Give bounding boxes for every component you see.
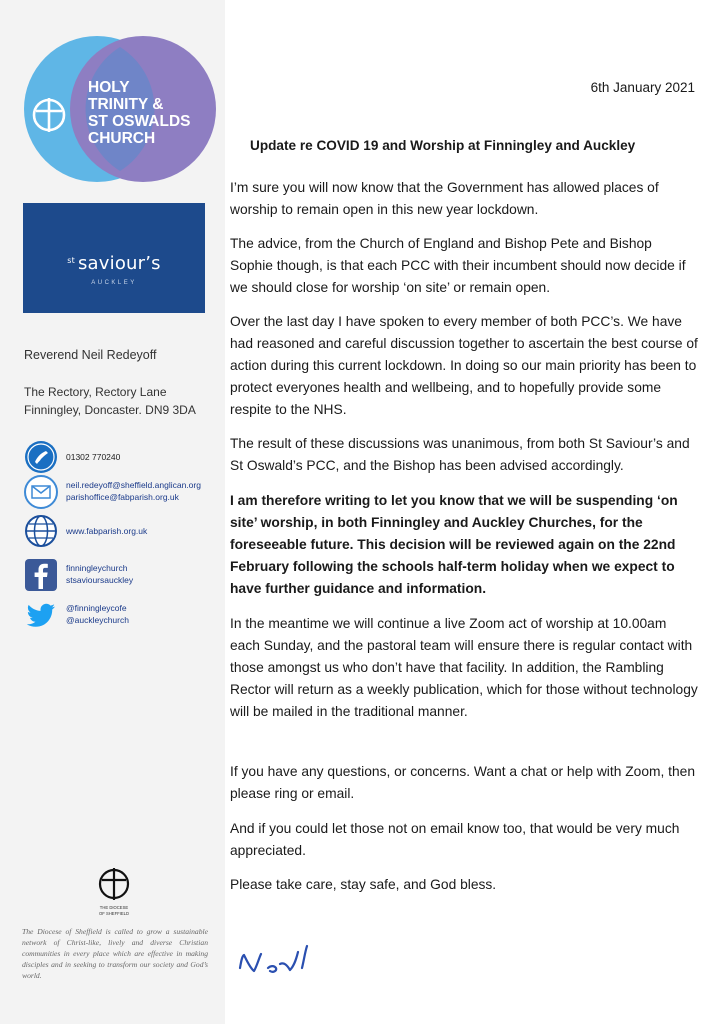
contact-facebook (24, 558, 224, 594)
facebook-link-finningley[interactable]: finningleychurch (66, 563, 128, 573)
address (24, 383, 196, 419)
phone-icon (24, 440, 58, 474)
st-saviours-name: $^{st}$ saviour’s (67, 253, 161, 274)
globe-icon (24, 514, 58, 548)
diocese-label-2: OF SHEFFIELD (98, 911, 130, 916)
paragraph-3: Over the last day I have spoken to every member of both PCC’s. We have had reasoned and careful discussion together to ascertain the best course of action during this current lockdown. In doing so our main priority has been to protect everyones health and wellbeing, and to hopefully provide some respite to the NHS. (230, 314, 698, 417)
diocese-logo (92, 866, 136, 918)
paragraph-6: In the meantime we will continue a live Zoom act of worship at 10.00am each Sunday, and the pastoral team will ensure there is regular contact with those amongst us who don’t have that facility. In addition, the Rambling Rector will return as a weekly publication, which for those without technology will be mailed in the traditional manner. (230, 616, 698, 719)
paragraph-9: Please take care, stay safe, and God bless. (230, 877, 497, 892)
paragraph-5-announcement: I am therefore writing to let you know that we will be suspending ‘on site’ worship, in both Finningley and Auckley Churches, for the foreseeable future. This decision will be reviewed again on the 22nd February following the schools half-term holiday when we expect to have further guidance and information. (230, 493, 678, 596)
st-saviours-logo (23, 203, 205, 313)
paragraph-8: And if you could let those not on email know too, that would be very much appreciated. (230, 821, 680, 858)
church-logo (22, 34, 218, 184)
paragraph-4: The result of these discussions was unanimous, from both St Saviour’s and St Oswald’s PCC, and the Bishop has been advised accordingly. (230, 436, 690, 473)
logo-line-3: ST OSWALDS (88, 113, 191, 130)
contact-phone (24, 440, 224, 476)
st-saviours-subtitle: AUCKLEY (91, 280, 137, 286)
logo-line-4: CHURCH (88, 130, 156, 147)
sidebar (0, 0, 225, 1024)
twitter-icon (24, 598, 58, 632)
address-line-1: The Rectory, Rectory Lane (24, 385, 167, 399)
address-line-2: Finningley, Doncaster. DN9 3DA (24, 403, 196, 417)
twitter-list (66, 602, 129, 626)
website-link[interactable]: www.fabparish.org.uk (66, 526, 148, 536)
twitter-link-auckley[interactable]: @auckleychurch (66, 615, 129, 625)
contact-website (24, 514, 224, 550)
paragraph-1: I’m sure you will now know that the Government has allowed places of worship to remain open in this new year lockdown. (230, 180, 659, 217)
facebook-icon (24, 558, 58, 592)
twitter-link-finningley[interactable]: @finningleycofe (66, 603, 127, 613)
facebook-list (66, 562, 133, 586)
email-link-parish-office[interactable]: parishoffice@fabparish.org.uk (66, 492, 179, 502)
paragraph-2: The advice, from the Church of England and Bishop Pete and Bishop Sophie though, is that each PCC with their incumbent should now decide if we should close for worship ‘on site’ or remain open. (230, 236, 686, 295)
diocese-cross-icon (100, 868, 128, 900)
signature (232, 938, 342, 988)
phone-number[interactable]: 01302 770240 (66, 452, 121, 462)
logo-line-2: TRINITY & (88, 96, 164, 113)
email-list (66, 479, 201, 503)
reverend-name: Reverend Neil Redeyoff (24, 348, 157, 362)
email-link-rector[interactable]: neil.redeyoff@sheffield.anglican.org (66, 480, 201, 490)
contact-email (24, 475, 224, 511)
letter-date: 6th January 2021 (590, 80, 695, 95)
contact-twitter (24, 598, 224, 634)
paragraph-7: If you have any questions, or concerns. Want a chat or help with Zoom, then please ring or email. (230, 764, 695, 801)
letter-heading: Update re COVID 19 and Worship at Finningley and Auckley (250, 138, 636, 153)
facebook-link-auckley[interactable]: stsavioursauckley (66, 575, 134, 585)
diocese-mission-statement: The Diocese of Sheffield is called to grow a sustainable network of Christ-like, lively and diverse Christian communities in every place which are effective in making disciples and in seeking to transform our society and God’s world. (22, 927, 208, 980)
email-icon (24, 475, 58, 509)
logo-line-1: HOLY (88, 79, 130, 96)
diocese-label-1: THE DIOCESE (99, 905, 129, 910)
